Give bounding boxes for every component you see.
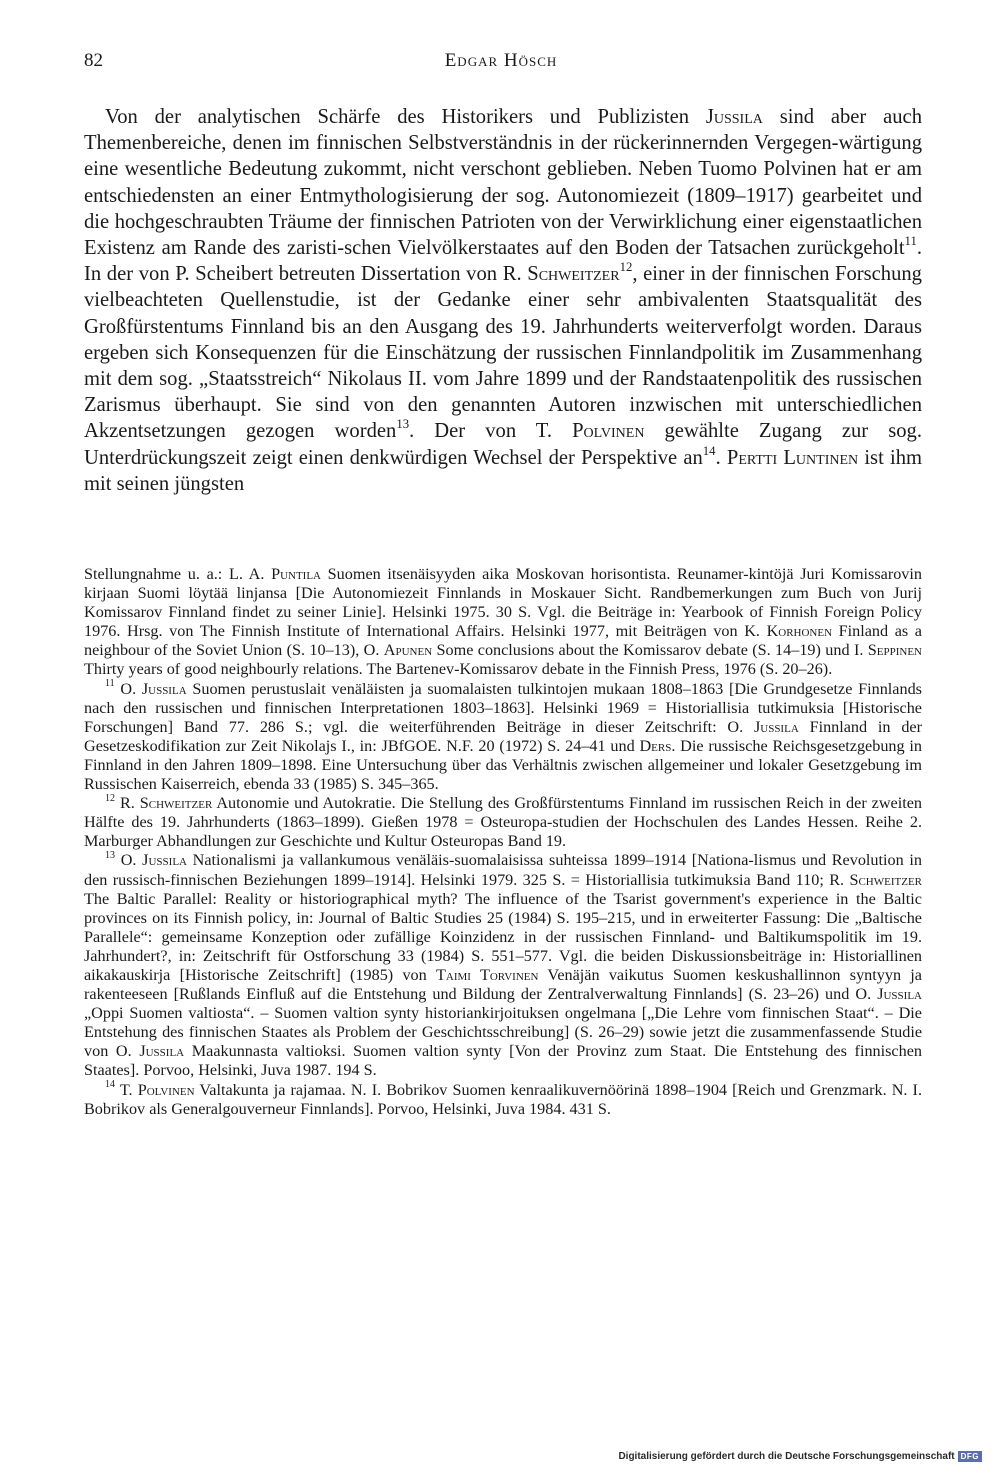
author-name: Schweitzer bbox=[527, 263, 620, 286]
footnote-14: $^{14}$ T. Polvinen Valtakunta ja rajamaa. N. I. Bobrikov Suomen kenraalikuvernöörinä 1898–1904 [Reich und Grenzmark. N. I. Bobrikov als Generalgouverneur Finnlands]. Porvoo, Helsinki, Juva 1984. 431 S. bbox=[84, 1079, 922, 1118]
footnote-11: $^{11}$ O. Jussila Suomen perustuslait venäläisten ja suomalaisten tulkintojen mukaan 1808–1863 [Die Grundgesetze Finnlands nach den russischen und finnischen Interpretationen 1803–1863]. Helsinki 1969 = Historiallisia tutkimuksia [Historische Forschungen] Band 77. 286 S.; vgl. die weiterführenden Beiträge in dieser Zeitschrift: O. Jussila Finnland in der Gesetzeskodifikation zur Zeit Nikolajs I., in: JBfGOE. N.F. 20 (1972) S. 24–41 und Ders. Die russische Reichsgesetzgebung in Finnland in den Jahren 1809–1898. Eine Untersuchung über das Verhältnis zwischen allgemeiner und lokaler Gesetzgebung im Russischen Kaiserreich, ebenda 33 (1985) S. 345–365. bbox=[84, 678, 922, 794]
running-title: Edgar Hösch bbox=[444, 50, 558, 71]
footnotes bbox=[84, 565, 922, 1119]
dfg-logo-icon: DFG bbox=[958, 1451, 982, 1462]
author-name: Pertti Luntinen bbox=[726, 446, 859, 469]
footnote-12: $^{12}$ R. Schweitzer Autonomie und Autokratie. Die Stellung des Großfürstentums Finnland im russischen Reich in der zweiten Hälfte des 19. Jahrhunderts (1863–1899). Gießen 1978 = Osteuropa-studien der Hochschulen des Landes Hessen. Reihe 2. Marburger Abhandlungen zur Geschichte und Kultur Osteuropas Band 19. bbox=[84, 792, 922, 851]
author-name: Jussila bbox=[705, 106, 763, 128]
main-paragraph: Von der analytischen Schärfe des Historikers und Publizisten Jussila sind aber auch Themenbereiche, denen im finnischen Selbstverständnis in der rückerinnernden Vergegen-wärtigung eine wesentliche Bedeutung zukommt, nicht verschont geblieben. Neben Tuomo Polvinen hat er am entschiedensten an einer Entmythologisierung der sog. Autonomiezeit (1809–1917) gearbeitet und die hochgeschraubten Träume der finnischen Patrioten von der Verwirklichung einer eigenstaatlichen Existenz am Rande des zaristi-schen Vielvölkerstaates auf den Boden der Tatsachen zurückgeholt$^{11}$. In der von P. Scheibert betreuten Dissertation von R. Schweitzer$^{12}$, einer in der finnischen Forschung vielbeachteten Quellenstudie, ist der Gedanke einer sehr ambivalenten Staatsqualität des Großfürstentums Finnland bis an den Ausgang des 19. Jahrhunderts weiterverfolgt worden. Daraus ergeben sich Konsequenzen für die Einschätzung der russischen Finnlandpolitik im Zusammenhang mit dem sog. „Staatsstreich“ Nikolaus II. vom Jahre 1899 und der Randstaatenpolitik des russischen Zarismus überhaupt. Sie sind von den genannten Autoren inzwischen mit unterschiedlichen Akzentsetzungen gezogen worden$^{13}$. Der von T. Polvinen gewählte Zugang zur sog. Unterdrückungszeit zeigt einen denkwürdigen Wechsel der Perspektive $an^{14}$. Pertti Luntinen ist ihm mit seinen jüngsten bbox=[84, 106, 923, 495]
footnote-ref: 14 bbox=[702, 443, 716, 458]
author-name: Polvinen bbox=[572, 420, 645, 443]
digitization-credit-text: Digitalisierung gefördert durch die Deutsche Forschungsgemeinschaft bbox=[618, 1451, 955, 1462]
page-number: 82 bbox=[84, 50, 103, 71]
footnote-ref: 11 bbox=[904, 233, 917, 248]
footnote-ref: 13 bbox=[396, 417, 410, 432]
page-header bbox=[84, 50, 918, 80]
footnote-continuation: Stellungnahme u. a.: L. A. Puntila Suomen itsenäisyyden aika Moskovan horisontista. Reunamer-kintöjä Juri Komissarovin kirjaan Suomi löytää linjansa [Die Autonomiezeit Finnlands in Moskauer Sicht. Randbemerkungen zum Buch von Jurij Komissarov Finnland findet zu seiner Linie]. Helsinki 1975. 30 S. Vgl. die Beiträge in: Yearbook of Finnish Foreign Policy 1976. Hrsg. von The Finnish Institute of International Affairs. Helsinki 1977, mit Beiträgen von K. Korhonen Finland as a neighbour of the Soviet Union (S. 10–13), O. Apunen Some conclusions about the Komissarov debate (S. 14–19) und I. Seppinen Thirty years of good neighbourly relations. The Bartenev-Komissarov debate in the Finnish Press, 1976 (S. 20–26). bbox=[84, 565, 922, 679]
digitization-credit bbox=[618, 1451, 982, 1462]
footnote-ref: 12 bbox=[619, 260, 633, 275]
footnote-13: $^{13}$ O. Jussila Nationalismi ja vallankumous venäläis-suomalaisissa suhteissa 1899–1914 [Nationa-lismus und Revolution in den russisch-finnischen Beziehungen 1899–1914]. Helsinki 1979. 325 S. = Historiallisia tutkimuksia Band 110; R. Schweitzer The Baltic Parallel: Reality or historiographical myth? The influence of the Tsarist government's experience in the Baltic provinces on its Finnish policy, in: Journal of Baltic Studies 25 (1984) S. 195–215, und in erweiterter Fassung: Die „Baltische Parallele“: gemeinsame Konzeption oder zufällige Koinzidenz in der russischen Finnland- und Baltikumspolitik im 19. Jahrhundert?, in: Zeitschrift für Ostforschung 33 (1984) S. 551–577. Vgl. die beiden Diskussionsbeiträge in: Historiallinen aikakauskirja [Historische Zeitschrift] (1985) von Taimi Torvinen Venäjän vaikutus Suomen keskushallinnon syntyyn ja rakenteeseen [Rußlands Einfluß auf die Entstehung und Bildung der Zentralverwaltung Finnlands] (S. 23–26) und O. Jussila „Oppi Suomen valtiosta“. – Suomen valtion synty historiankirjoituksen ongelmana [„Die Lehre vom finnischen Staat“. – Die Entstehung des finnischen Staates als Problem der Geschichtsschreibung] (S. 26–29) sowie jetzt die zusammenfassende Studie von O. Jussila Maakunnasta valtioksi. Suomen valtion synty [Von der Provinz zum Staat. Die Entstehung des finnischen Staates]. Porvoo, Helsinki, Juva 1987. 194 S. bbox=[84, 850, 922, 1080]
